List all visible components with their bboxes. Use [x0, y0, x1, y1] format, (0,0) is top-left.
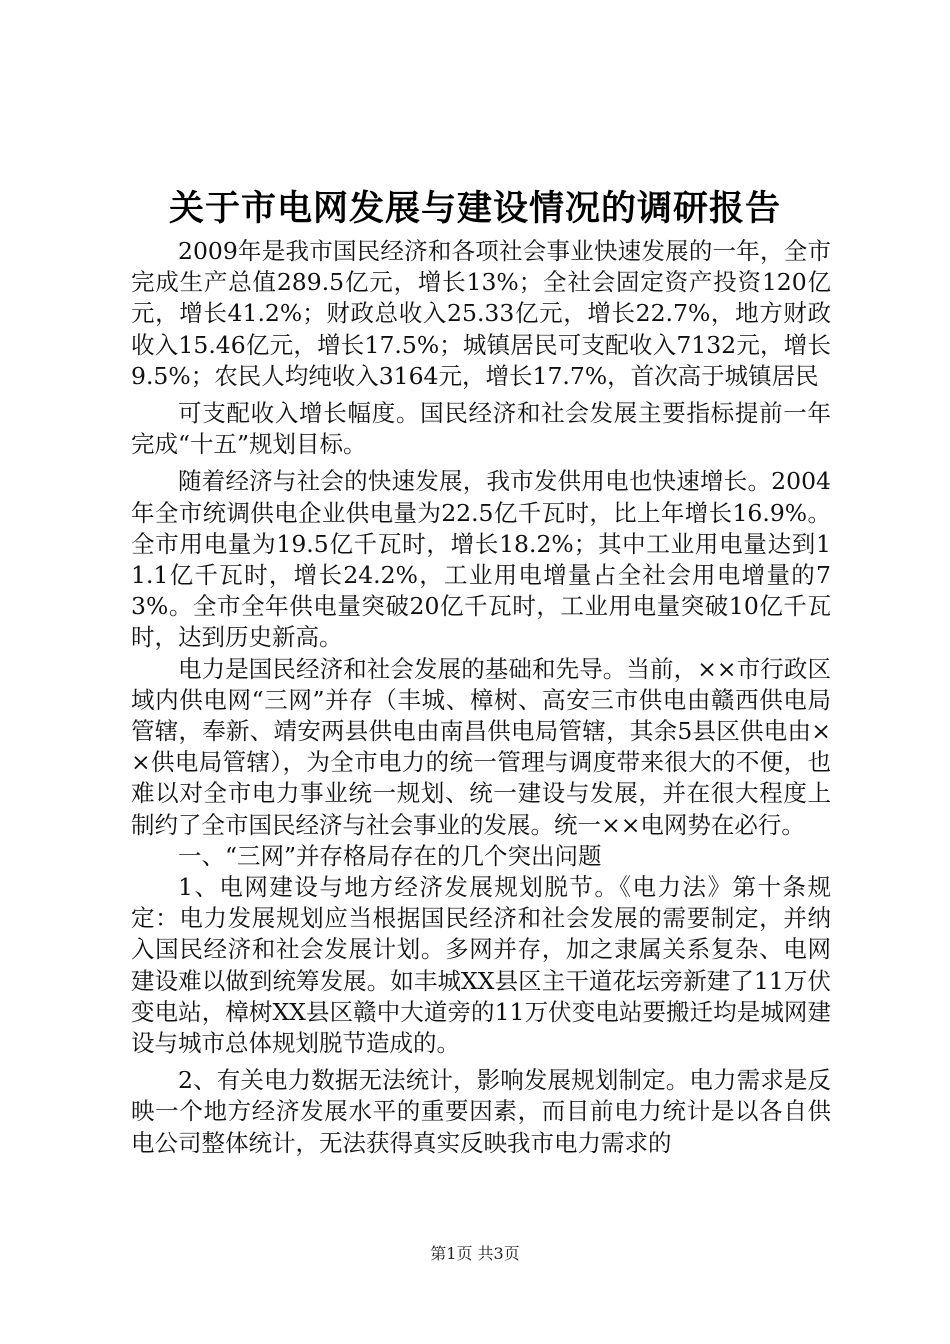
paragraph-power-supply-growth: 随着经济与社会的快速发展，我市发供用电也快速增长。2004年全市统调供电企业供电量为22.5亿千瓦时，比上年增长16.9%。全市用电量为19.5亿千瓦时，增长18.2%；其中工业用电量达到11.1亿千瓦时，增长24.2%，工业用电增量占全社会用电增量的73%。全市全年供电量突破20亿千瓦时，工业用电量突破10亿千瓦时，达到历史新高。 [131, 467, 831, 652]
paragraph-grid-situation: 电力是国民经济和社会发展的基础和先导。当前，××市行政区域内供电网“三网”并存（丰城、樟树、高安三市供电由赣西供电局管辖，奉新、靖安两县供电由南昌供电局管辖，其余5县区供电由××供电局管辖），为全市电力的统一管理与调度带来很大的不便，也难以对全市电力事业统一规划、统一建设与发展，并在很大程度上制约了全市国民经济与社会事业的发展。统一××电网势在必行。 [131, 654, 831, 839]
section-heading-problems: 一、“三网”并存格局存在的几个突出问题 [178, 841, 602, 870]
paragraph-economy-summary: 2009年是我市国民经济和各项社会事业快速发展的一年，全市完成生产总值289.5亿元，增长13%；全社会固定资产投资120亿元，增长41.2%；财政总收入25.33亿元，增长22.7%，地方财政收入15.46亿元，增长17.5%；城镇居民可支配收入7132元，增长9.5%；农民人均纯收入3164元，增长17.7%，首次高于城镇居民 [131, 237, 831, 390]
paragraph-problem-2: 2、有关电力数据无法统计，影响发展规划制定。电力需求是反映一个地方经济发展水平的重要因素，而目前电力统计是以各自供电公司整体统计，无法获得真实反映我市电力需求的 [131, 1066, 831, 1157]
document-title: 关于市电网发展与建设情况的调研报告 [168, 188, 781, 229]
document-body [131, 236, 831, 1159]
paragraph-problem-1: 1、电网建设与地方经济发展规划脱节。《电力法》第十条规定：电力发展规划应当根据国民经济和社会发展的需要制定，并纳入国民经济和社会发展计划。多网并存，加之隶属关系复杂、电网建设难以做到统筹发展。如丰城XX县区主干道花坛旁新建了11万伏变电站，樟树XX县区赣中大道旁的11万伏变电站要搬迁均是城网建设与城市总体规划脱节造成的。 [131, 873, 831, 1058]
page-number-footer: 第1页 共3页 [430, 1244, 520, 1263]
paragraph-income-growth: 可支配收入增长幅度。国民经济和社会发展主要指标提前一年完成“十五”规划目标。 [131, 399, 831, 459]
